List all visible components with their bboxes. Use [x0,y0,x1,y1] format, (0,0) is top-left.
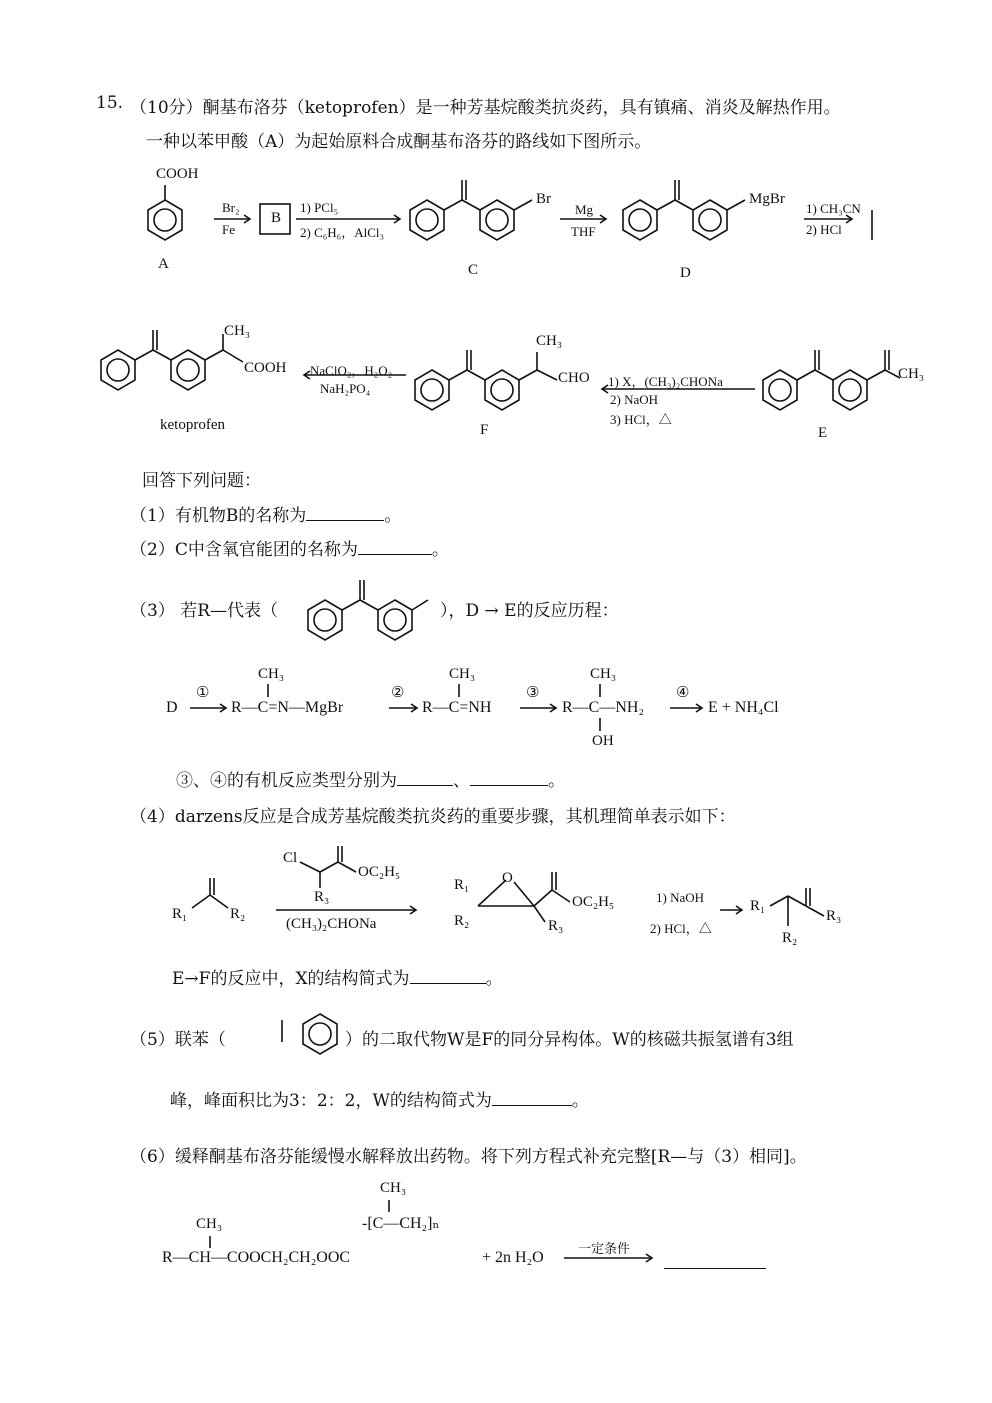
answer-blank-5[interactable] [492,1089,572,1106]
e-ch3-label: CH₃ [898,366,925,382]
label-E: E [818,425,828,441]
eq-ester-main: R—CH—COOCH₂CH₂OOC [162,1249,351,1266]
label-ketoprofen: ketoprofen [160,417,225,433]
epoxide-r1: R₁ [454,877,470,893]
k-cooh-label: COOH [244,360,287,376]
step6-buffer: NaH₂PO₄ [320,381,371,396]
product-r2: R₂ [782,930,798,946]
question-1-end: 。 [384,506,402,526]
answer-blank-3b[interactable] [470,769,548,786]
question-5-end: 。 [571,1091,589,1111]
mech-species-3-ch3: CH₃ [590,666,617,682]
molecule-C [410,180,532,240]
mech-circle-3: ③ [526,685,540,701]
label-D: D [680,265,691,281]
mech-d: D [166,699,178,716]
answer-blank-2[interactable] [358,538,432,555]
answer-blank-4[interactable] [410,967,486,984]
step4-reagent2: 2) HCl [806,222,842,237]
molecule-F [415,350,557,410]
question-4-end: 。 [485,969,503,989]
question-number: 15. [96,93,124,113]
mech-circle-4: ④ [676,685,690,701]
question-6: （6）缓释酮基布洛芬能缓慢水解释放出药物。将下列方程式补充完整[R—与（3）相同]。 [130,1147,807,1167]
darzens-base: (CH₃)₂CHONa [286,916,377,932]
molecule-A [148,185,182,240]
darzens-cond-1: 1) NaOH [656,890,705,905]
molecule-D [623,180,745,240]
question-4-ask [172,964,503,989]
mech-species-3-oh: OH [592,733,614,749]
product-r1: R₁ [750,898,766,914]
mech-species-2: R—C=NH [422,699,492,716]
mech-circle-1: ① [196,685,210,701]
molecule-E [763,350,900,410]
darzens-oc2h5: OC₂H₅ [358,864,401,880]
question-5-a: （5）联苯（ [130,1030,226,1050]
mech-species-2-ch3: CH₃ [449,666,476,682]
step2-conditions: 2) C₆H₆，AlCl₃ [300,225,385,240]
mech-species-3: R—C—NH₂ [562,699,645,716]
epoxide-r2: R₂ [454,913,470,929]
step4-reagent1: 1) CH₃CN [806,201,861,216]
step2-reagent: 1) PCl₅ [300,200,339,215]
question-5-c [170,1086,589,1111]
f-cho-label: CHO [558,370,590,386]
eq-condition: 一定条件 [578,1241,631,1256]
darzens-r1: R₁ [172,906,188,922]
question-intro-line1: （10分）酮基布洛芬（ketoprofen）是一种芳基烷酸类抗炎药，具有镇痛、消炎及解热作用。 [130,98,841,118]
darzens-cond-2: 2) HCl，△ [650,921,712,936]
step1-reagent: Br₂ [222,200,240,215]
step5-line1: 1) X，(CH₃)₂CHONa [608,374,723,389]
step1-catalyst: Fe [222,222,235,237]
box-B-label: B [271,210,282,226]
mech-species-1: R—C=N—MgBr [231,699,344,716]
r-group-structure [308,580,428,640]
epoxide-oc2h5: OC₂H₅ [572,894,615,910]
answer-blank-6[interactable] [664,1252,766,1269]
eq-ch3-left: CH₃ [196,1216,223,1232]
d-mgbr-label: MgBr [749,191,785,207]
question-2-end: 。 [431,540,449,560]
question-3-ask [176,766,565,791]
mech-species-1-ch3: CH₃ [258,666,285,682]
eq-polymer-unit: ‑[C—CH₂]ₙ [362,1215,440,1232]
c-br-label: Br [536,191,551,207]
question-3-ask-text: ③、④的有机反应类型分别为 [176,771,397,791]
step5-line3: 3) HCl，△ [610,412,672,427]
label-F: F [480,422,489,438]
question-intro-line2: 一种以苯甲酸（A）为起始原料合成酮基布洛芬的路线如下图所示。 [146,132,652,152]
step3-reagent: Mg [575,202,594,217]
label-C: C [468,262,479,278]
step3-solvent: THF [571,224,596,239]
a-cooh-label: COOH [156,166,199,182]
step6-reagents: NaClO₂，H₂O₂ [310,363,393,378]
label-A: A [158,256,169,272]
darzens-r2: R₂ [230,906,246,922]
question-3-end: 。 [548,771,565,791]
question-2-text: （2）C中含氧官能团的名称为 [130,540,358,560]
question-4-ask-text: E→F的反应中，X的结构简式为 [172,969,410,989]
question-3-intro-a: （3） 若R—代表（ [130,601,279,621]
question-1-text: （1）有机物B的名称为 [130,506,307,526]
epoxide-o: O [502,870,513,886]
k-ch3-label: CH₃ [224,323,251,339]
mech-circle-2: ② [391,685,405,701]
darzens-reagent-r3: R₃ [314,889,330,905]
answer-blank-1[interactable] [306,504,384,521]
epoxide-r3: R₃ [548,918,564,934]
mech-product: E + NH₄Cl [708,699,779,716]
step5-line2: 2) NaOH [610,392,659,407]
question-4: （4）darzens反应是合成芳基烷酸类抗炎药的重要步骤，其机理简单表示如下： [130,807,736,827]
darzens-cl: Cl [283,850,298,866]
answer-blank-3a[interactable] [397,769,453,786]
question-1 [130,501,401,526]
molecule-ketoprofen [101,330,243,390]
question-2 [130,535,449,560]
question-5-b: ）的二取代物W是F的同分异构体。W的核磁共振氢谱有3组 [345,1030,794,1050]
answer-prompt: 回答下列问题： [142,471,261,491]
eq-ch3-poly: CH₃ [380,1180,407,1196]
f-ch3-label: CH₃ [536,333,563,349]
product-r3: R₃ [826,908,842,924]
question-5-c-text: 峰，峰面积比为3：2：2，W的结构简式为 [170,1091,492,1111]
eq-water: + 2n H₂O [482,1249,544,1266]
question-3-sep: 、 [453,771,470,791]
question-3-intro-b: ），D → E的反应历程： [440,601,619,621]
benzene-icon [282,1014,337,1054]
